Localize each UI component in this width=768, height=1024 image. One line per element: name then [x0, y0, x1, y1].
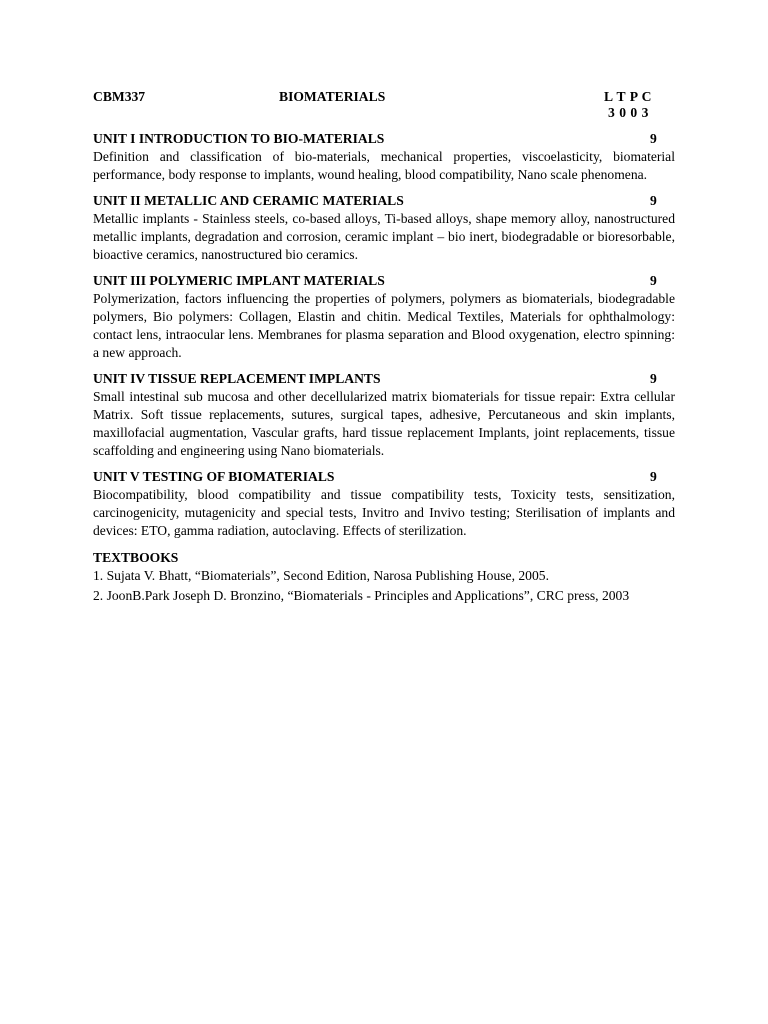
unit-4	[93, 370, 675, 460]
syllabus-page	[93, 86, 675, 607]
unit-header	[93, 370, 675, 388]
textbooks-section	[93, 549, 675, 605]
ltpc-labels: L T P C	[604, 89, 652, 104]
unit-header	[93, 468, 675, 486]
unit-title: UNIT IV TISSUE REPLACEMENT IMPLANTS	[93, 371, 381, 386]
unit-2	[93, 192, 675, 264]
textbooks-heading: TEXTBOOKS	[93, 550, 179, 565]
course-code: CBM337	[93, 89, 146, 104]
unit-header	[93, 272, 675, 290]
textbook-item: 1. Sujata V. Bhatt, “Biomaterials”, Second Edition, Narosa Publishing House, 2005.	[93, 568, 549, 583]
unit-description: Polymerization, factors influencing the properties of polymers, polymers as biomaterials, biodegradable polymers, Bio polymers: Collagen, Elastin and chitin. Medical Textiles, Materials for ophthalmology: contact lens, intraocular lens. Membranes for plasma separation and Blood oxygenation, electro spinning: a new approach.	[93, 291, 675, 360]
unit-hours: 9	[650, 371, 657, 386]
unit-title: UNIT V TESTING OF BIOMATERIALS	[93, 469, 335, 484]
unit-hours: 9	[650, 469, 657, 484]
unit-3	[93, 272, 675, 362]
unit-description: Definition and classification of bio-materials, mechanical properties, viscoelasticity, biomaterial performance, body response to implants, wound healing, blood compatibility, Nano scale phenomena.	[93, 149, 675, 182]
unit-description: Small intestinal sub mucosa and other decellularized matrix biomaterials for tissue repair: Extra cellular Matrix. Soft tissue replacements, sutures, surgical tapes, adhesive, Percutaneous and skin implants, maxillofacial augmentation, Vascular grafts, hard tissue replacement Implants, joint replacements, tissue scaffolding and engineering using Nano biomaterials.	[93, 389, 675, 458]
unit-title: UNIT II METALLIC AND CERAMIC MATERIALS	[93, 193, 404, 208]
unit-hours: 9	[650, 193, 657, 208]
unit-5	[93, 468, 675, 540]
course-title: BIOMATERIALS	[279, 89, 386, 104]
unit-title: UNIT I INTRODUCTION TO BIO-MATERIALS	[93, 131, 385, 146]
unit-hours: 9	[650, 131, 657, 146]
ltpc-values: 3 0 0 3	[608, 105, 649, 120]
textbook-item: 2. JoonB.Park Joseph D. Bronzino, “Biomaterials - Principles and Applications”, CRC press, 2003	[93, 588, 630, 603]
course-header	[93, 86, 675, 122]
unit-title: UNIT III POLYMERIC IMPLANT MATERIALS	[93, 273, 385, 288]
unit-header	[93, 192, 675, 210]
unit-description: Metallic implants - Stainless steels, co-based alloys, Ti-based alloys, shape memory alloy, nanostructured metallic implants, degradation and corrosion, ceramic implant – bio inert, biodegradable or bioresorbable, bioactive ceramics, nanostructured bio ceramics.	[93, 211, 675, 262]
unit-description: Biocompatibility, blood compatibility and tissue compatibility tests, Toxicity tests, sensitization, carcinogenicity, mutagenicity and special tests, Invitro and Invivo testing; Sterilisation of implants and devices: ETO, gamma radiation, autoclaving. Effects of sterilization.	[93, 487, 675, 538]
unit-header	[93, 130, 675, 148]
unit-1	[93, 130, 675, 184]
unit-hours: 9	[650, 273, 657, 288]
